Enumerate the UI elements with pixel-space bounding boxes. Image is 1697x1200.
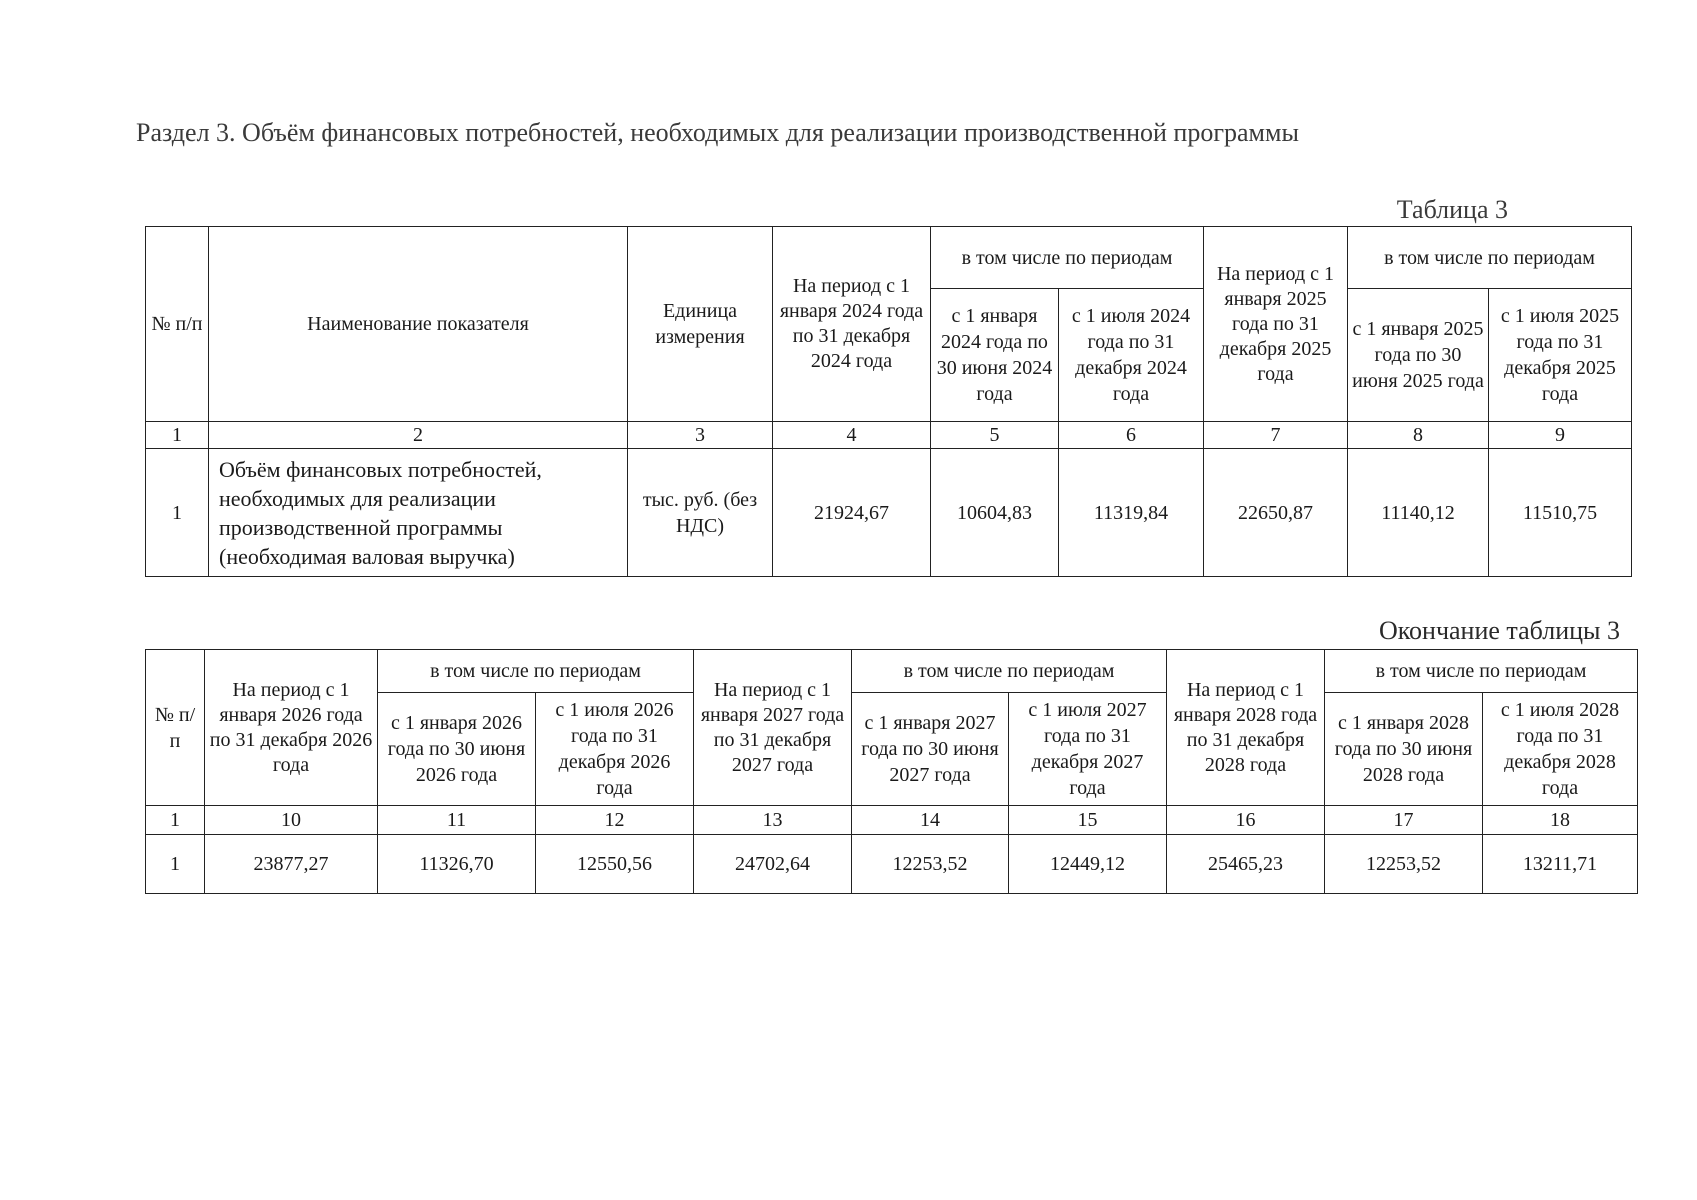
column-number: 6 <box>1059 422 1204 449</box>
header-h2-2024: с 1 июля 2024 года по 31 декабря 2024 года <box>1059 289 1204 422</box>
header-h2-2025: с 1 июля 2025 года по 31 декабря 2025 года <box>1489 289 1632 422</box>
header-name: Наименование показателя <box>209 227 628 422</box>
value-cell: 11510,75 <box>1489 449 1632 577</box>
header-h1-2024: с 1 января 2024 года по 30 июня 2024 года <box>931 289 1059 422</box>
table-continuation-caption: Окончание таблицы 3 <box>1378 616 1620 645</box>
value-cell: 10604,83 <box>931 449 1059 577</box>
header-h1-2028: с 1 января 2028 года по 30 июня 2028 года <box>1325 693 1483 806</box>
header-group-2027: в том числе по периодам <box>852 650 1167 693</box>
header-period-2027: На период с 1 января 2027 года по 31 декабря 2027 года <box>694 650 852 806</box>
header-num: № п/п <box>146 227 209 422</box>
value-cell: 25465,23 <box>1167 835 1325 894</box>
header-h2-2028: с 1 июля 2028 года по 31 декабря 2028 года <box>1483 693 1638 806</box>
column-number: 5 <box>931 422 1059 449</box>
row-name: Объём финансовых потребностей, необходимых для реализации производственной программы (необходимая валовая выручка) <box>209 449 628 577</box>
header-h2-2027: с 1 июля 2027 года по 31 декабря 2027 года <box>1009 693 1167 806</box>
header-h1-2025: с 1 января 2025 года по 30 июня 2025 года <box>1348 289 1489 422</box>
column-number: 12 <box>536 806 694 835</box>
column-number: 13 <box>694 806 852 835</box>
value-cell: 12550,56 <box>536 835 694 894</box>
row-num: 1 <box>146 835 205 894</box>
value-cell: 11140,12 <box>1348 449 1489 577</box>
column-number: 1 <box>146 806 205 835</box>
column-number: 7 <box>1204 422 1348 449</box>
column-number: 2 <box>209 422 628 449</box>
column-number: 11 <box>378 806 536 835</box>
column-number: 1 <box>146 422 209 449</box>
header-group-2026: в том числе по периодам <box>378 650 694 693</box>
section-title: Раздел 3. Объём финансовых потребностей, необходимых для реализации производственной программы <box>136 118 1299 147</box>
value-cell: 11319,84 <box>1059 449 1204 577</box>
value-cell: 12449,12 <box>1009 835 1167 894</box>
column-number: 18 <box>1483 806 1638 835</box>
header-num: № п/п <box>146 650 205 806</box>
header-h2-2026: с 1 июля 2026 года по 31 декабря 2026 года <box>536 693 694 806</box>
table-caption: Таблица 3 <box>1396 195 1508 224</box>
column-number: 16 <box>1167 806 1325 835</box>
header-group-2025: в том числе по периодам <box>1348 227 1632 289</box>
column-number-row <box>146 806 1638 835</box>
value-cell: 21924,67 <box>773 449 931 577</box>
financial-needs-table <box>145 226 1632 577</box>
header-unit: Единица измерения <box>628 227 773 422</box>
header-h1-2027: с 1 января 2027 года по 30 июня 2027 года <box>852 693 1009 806</box>
header-period-2024: На период с 1 января 2024 года по 31 декабря 2024 года <box>773 227 931 422</box>
header-h1-2026: с 1 января 2026 года по 30 июня 2026 года <box>378 693 536 806</box>
column-number: 14 <box>852 806 1009 835</box>
row-unit: тыс. руб. (без НДС) <box>628 449 773 577</box>
table-row <box>146 835 1638 894</box>
value-cell: 22650,87 <box>1204 449 1348 577</box>
column-number: 8 <box>1348 422 1489 449</box>
column-number: 17 <box>1325 806 1483 835</box>
row-num: 1 <box>146 449 209 577</box>
column-number: 4 <box>773 422 931 449</box>
value-cell: 24702,64 <box>694 835 852 894</box>
column-number: 9 <box>1489 422 1632 449</box>
column-number: 10 <box>205 806 378 835</box>
value-cell: 12253,52 <box>852 835 1009 894</box>
column-number: 3 <box>628 422 773 449</box>
value-cell: 11326,70 <box>378 835 536 894</box>
value-cell: 13211,71 <box>1483 835 1638 894</box>
header-period-2028: На период с 1 января 2028 года по 31 декабря 2028 года <box>1167 650 1325 806</box>
financial-needs-continuation-table <box>145 649 1638 894</box>
header-group-2028: в том числе по периодам <box>1325 650 1638 693</box>
header-group-2024: в том числе по периодам <box>931 227 1204 289</box>
table-row <box>146 449 1632 577</box>
header-period-2026: На период с 1 января 2026 года по 31 декабря 2026 года <box>205 650 378 806</box>
value-cell: 12253,52 <box>1325 835 1483 894</box>
column-number: 15 <box>1009 806 1167 835</box>
value-cell: 23877,27 <box>205 835 378 894</box>
header-period-2025: На период с 1 января 2025 года по 31 декабря 2025 года <box>1204 227 1348 422</box>
column-number-row <box>146 422 1632 449</box>
